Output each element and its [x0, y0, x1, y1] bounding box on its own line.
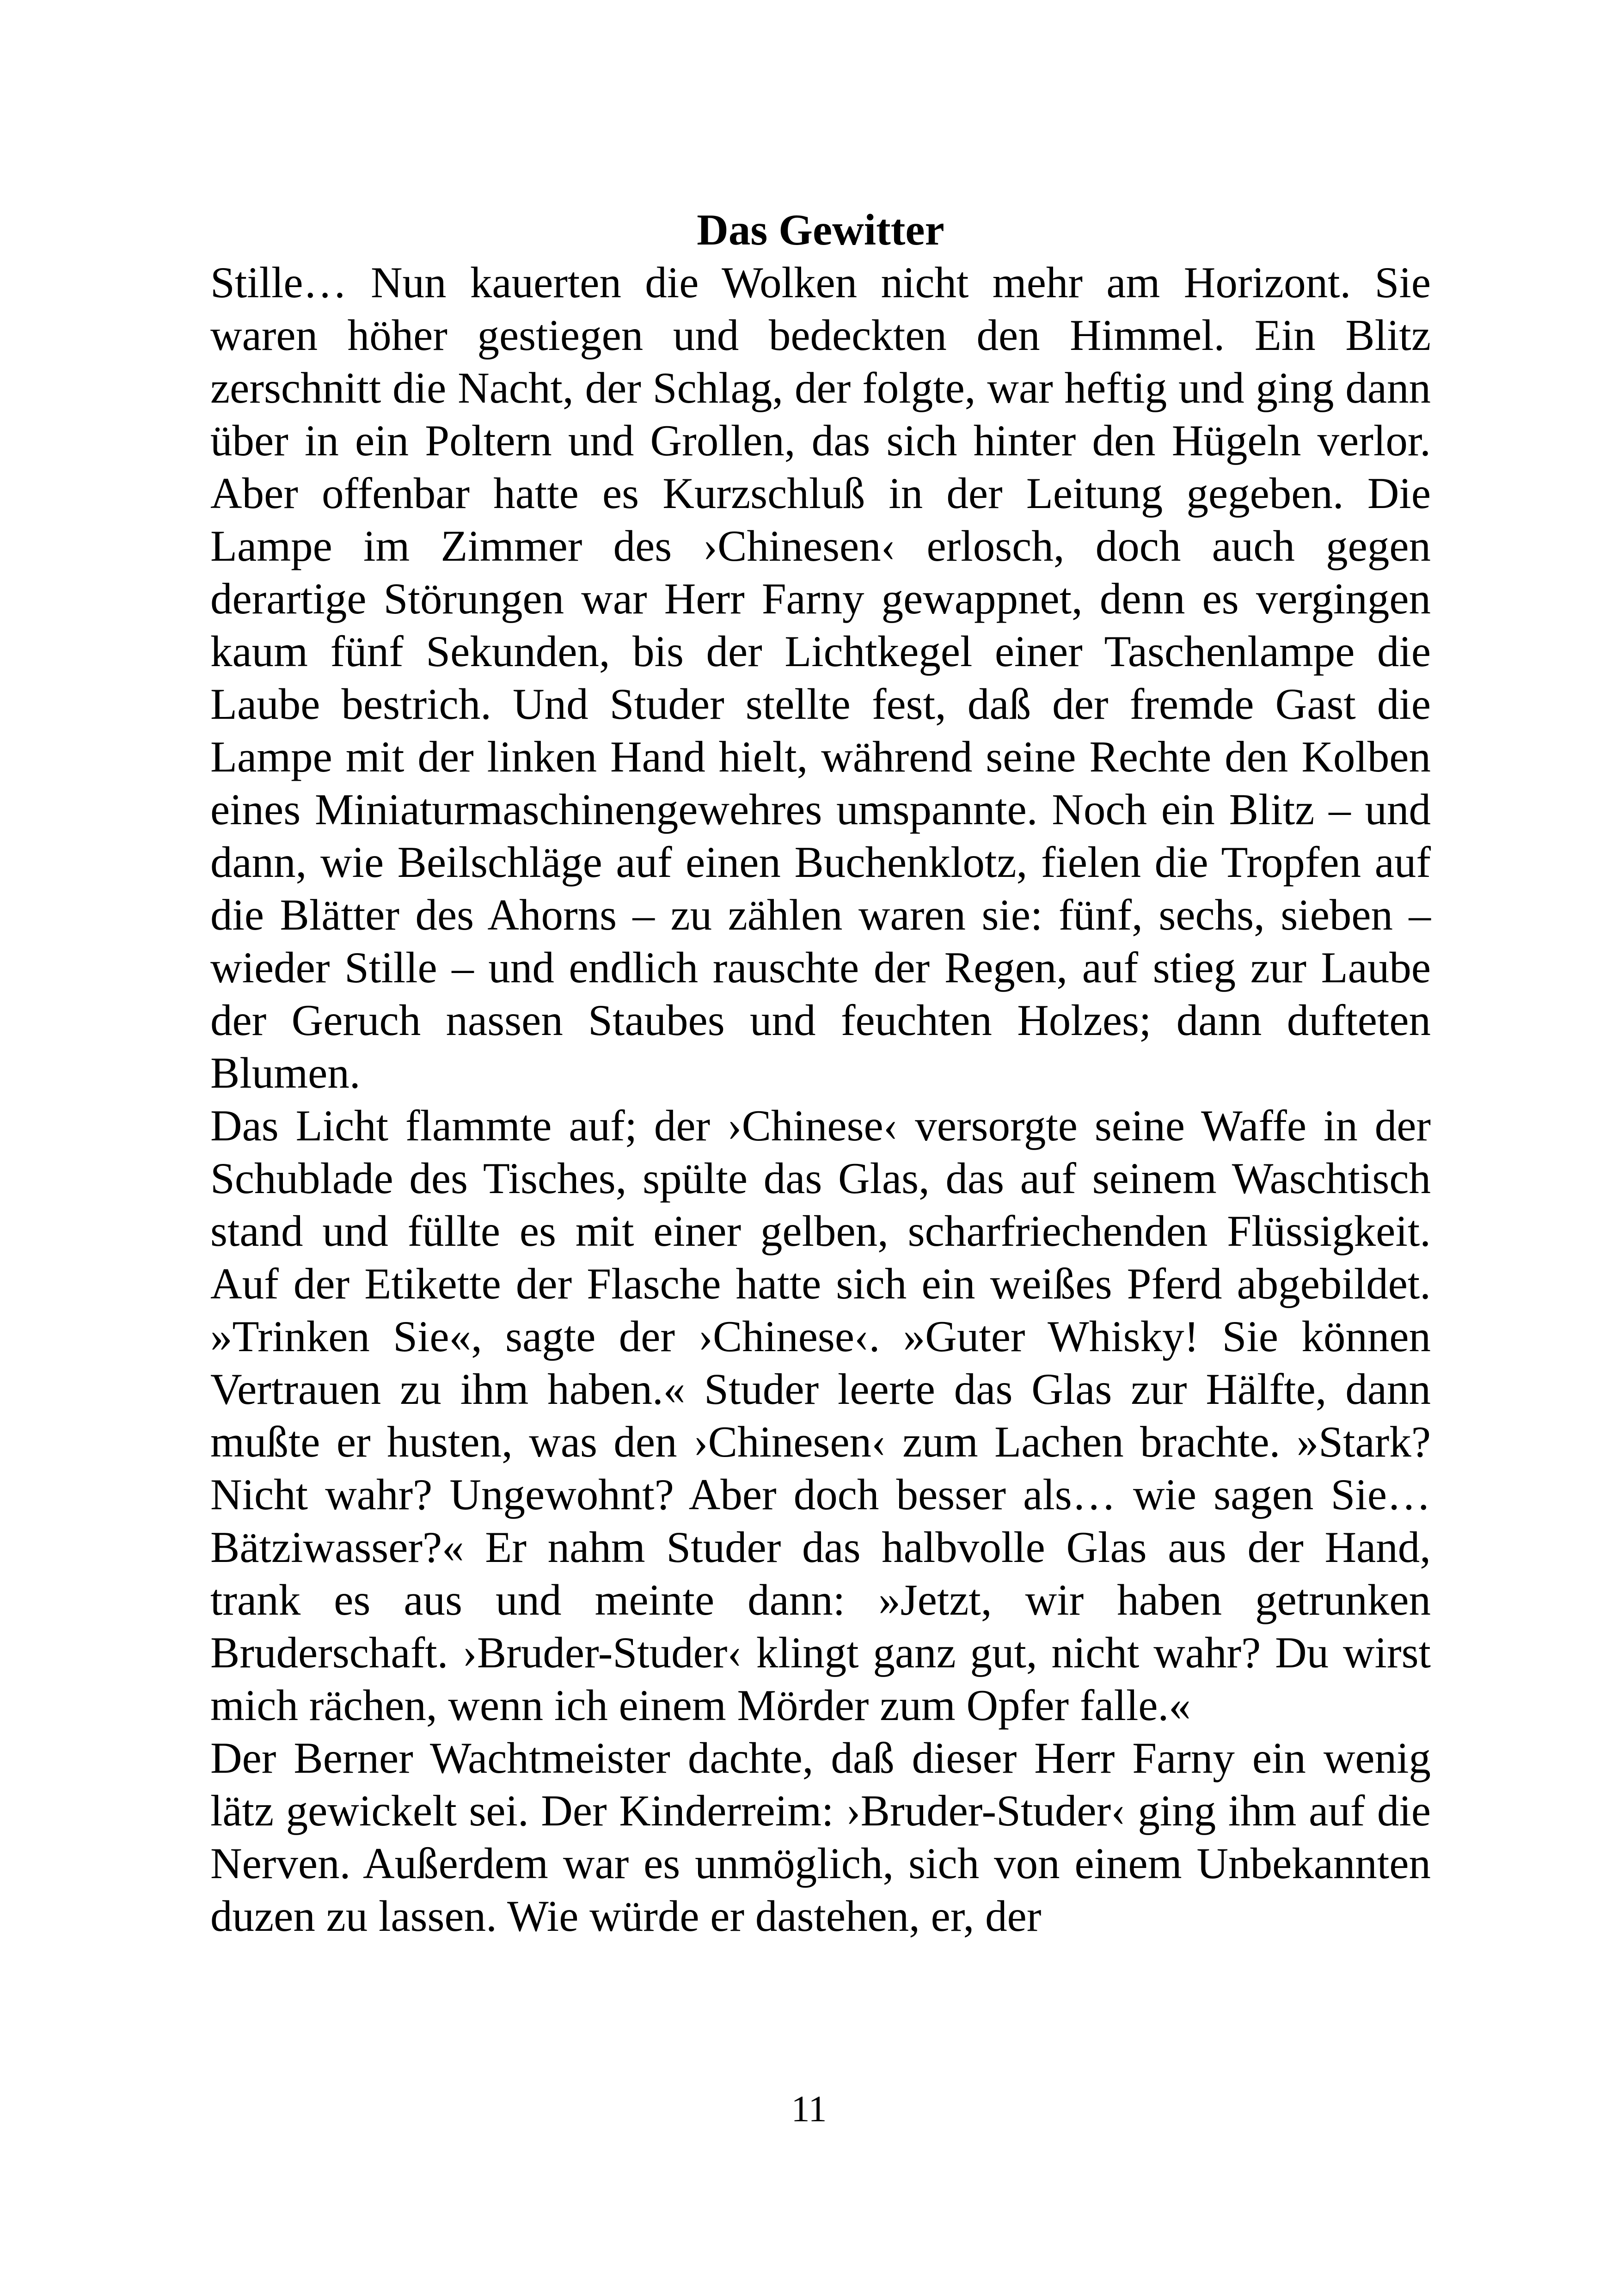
- page-number: 11: [791, 2089, 827, 2130]
- paragraph-3: Der Berner Wachtmeister dachte, daß dieser Herr Farny ein wenig lätz gewickelt sei. Der Kinderreim: ›Bruder-Studer‹ ging ihm auf die Nerven. Außerdem war es unmöglich, sich von einem Unbekannten duzen zu lassen. Wie würde er dastehen, er, der: [210, 1733, 1431, 1941]
- paragraph-2: Das Licht flammte auf; der ›Chinese‹ versorgte seine Waffe in der Schublade des Tisches, spülte das Glas, das auf seinem Waschtisch stand und füllte es mit einer gelben, scharfriechenden Flüssigkeit. Auf der Etikette der Flasche hatte sich ein weißes Pferd abgebildet. »Trinken Sie«, sagte der ›Chinese‹. »Guter Whisky! Sie können Vertrauen zu ihm haben.« Studer leerte das Glas zur Hälfte, dann mußte er husten, was den ›Chinesen‹ zum Lachen brachte. »Stark? Nicht wahr? Ungewohnt? Aber doch besser als… wie sagen Sie… Bätziwasser?« Er nahm Studer das halbvolle Glas aus der Hand, trank es aus und meinte dann: »Jetzt, wir haben getrunken Bruderschaft. ›Bruder-Studer‹ klingt ganz gut, nicht wahr? Du wirst mich rächen, wenn ich einem Mörder zum Opfer falle.«: [210, 1101, 1431, 1730]
- chapter-title: Das Gewitter: [697, 205, 944, 254]
- paragraph-1: Stille… Nun kauerten die Wolken nicht mehr am Horizont. Sie waren höher gestiegen und bedeckten den Himmel. Ein Blitz zerschnitt die Nacht, der Schlag, der folgte, war heftig und ging dann über in ein Poltern und Grollen, das sich hinter den Hügeln verlor. Aber offenbar hatte es Kurzschluß in der Leitung gegeben. Die Lampe im Zimmer des ›Chinesen‹ erlosch, doch auch gegen derartige Störungen war Herr Farny gewappnet, denn es vergingen kaum fünf Sekunden, bis der Lichtkegel einer Taschenlampe die Laube bestrich. Und Studer stellte fest, daß der fremde Gast die Lampe mit der linken Hand hielt, während seine Rechte den Kolben eines Miniaturmaschinengewehres umspannte. Noch ein Blitz – und dann, wie Beilschläge auf einen Buchenklotz, fielen die Tropfen auf die Blätter des Ahorns – zu zählen waren sie: fünf, sechs, sieben – wieder Stille – und endlich rauschte der Regen, auf stieg zur Laube der Geruch nassen Staubes und feuchten Holzes; dann dufteten Blumen.: [210, 258, 1431, 1097]
- text-block: [210, 203, 1431, 1942]
